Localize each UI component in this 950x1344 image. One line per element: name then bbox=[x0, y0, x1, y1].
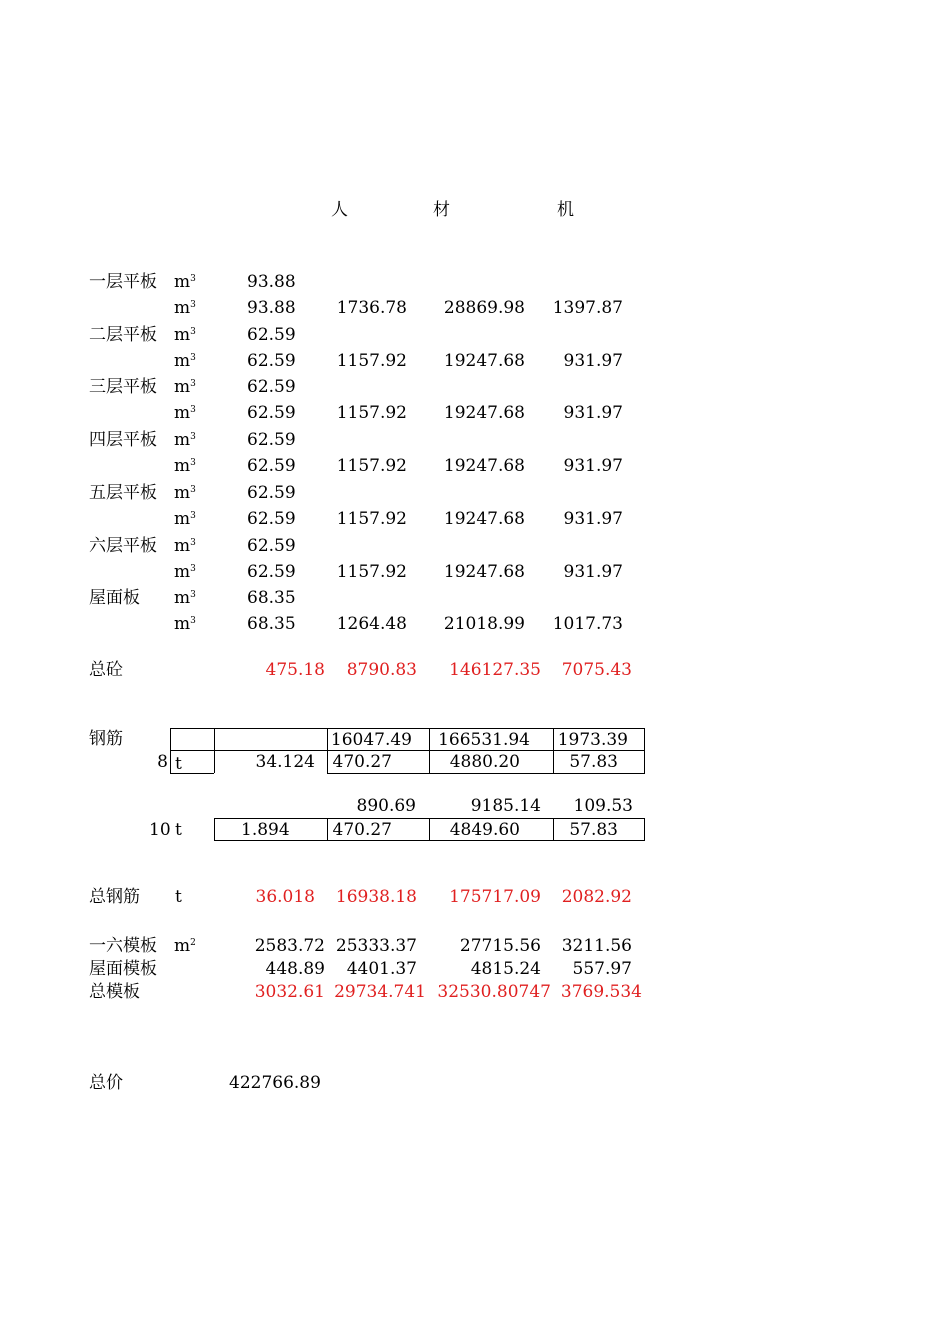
slab-machine: 931.97 bbox=[563, 509, 623, 529]
slab-material: 19247.68 bbox=[443, 509, 525, 529]
rebar-10-labor-unit: 470.27 bbox=[332, 820, 392, 840]
slab-material: 28869.98 bbox=[443, 298, 525, 318]
slab-qty-detail: 62.59 bbox=[247, 562, 296, 582]
formwork-total-label: 总模板 bbox=[89, 982, 140, 1002]
formwork-total-qty: 3032.61 bbox=[254, 982, 325, 1002]
formwork-1-6-qty: 2583.72 bbox=[254, 936, 325, 956]
formwork-roof-qty: 448.89 bbox=[265, 959, 325, 979]
rebar-10-machine-total: 109.53 bbox=[573, 796, 633, 816]
rebar-10-unit: t bbox=[175, 820, 182, 840]
rebar-8-machine-total: 1973.39 bbox=[557, 730, 628, 750]
slab-qty: 62.59 bbox=[247, 536, 296, 556]
concrete-total-labor: 8790.83 bbox=[346, 660, 417, 680]
slab-qty-detail: 62.59 bbox=[247, 456, 296, 476]
rebar-8-labor-unit: 470.27 bbox=[332, 752, 392, 772]
slab-qty: 62.59 bbox=[247, 483, 296, 503]
header-machine: 机 bbox=[557, 200, 574, 220]
slab-unit: $m^3$ bbox=[174, 351, 196, 371]
rebar-total-material: 175717.09 bbox=[449, 887, 541, 907]
slab-qty-detail: 62.59 bbox=[247, 403, 296, 423]
slab-material: 19247.68 bbox=[443, 403, 525, 423]
rebar-10-machine-unit: 57.83 bbox=[569, 820, 618, 840]
rebar-10-material-unit: 4849.60 bbox=[449, 820, 520, 840]
slab-material: 19247.68 bbox=[443, 351, 525, 371]
concrete-total-qty: 475.18 bbox=[265, 660, 325, 680]
rebar-total-unit: t bbox=[175, 887, 182, 907]
slab-name: 一层平板 bbox=[89, 272, 157, 292]
formwork-unit: $m^2$ bbox=[174, 936, 196, 956]
slab-qty-detail: 93.88 bbox=[247, 298, 296, 318]
slab-name: 二层平板 bbox=[89, 325, 157, 345]
formwork-1-6-machine: 3211.56 bbox=[561, 936, 632, 956]
rebar-total-qty: 36.018 bbox=[255, 887, 315, 907]
slab-qty-detail: 62.59 bbox=[247, 351, 296, 371]
rebar-8-diameter: 8 bbox=[157, 752, 168, 772]
slab-labor: 1157.92 bbox=[336, 351, 407, 371]
formwork-roof-material: 4815.24 bbox=[470, 959, 541, 979]
slab-material: 21018.99 bbox=[443, 614, 525, 634]
slab-qty-detail: 62.59 bbox=[247, 509, 296, 529]
rebar-total-label: 总钢筋 bbox=[89, 887, 140, 907]
slab-name: 三层平板 bbox=[89, 377, 157, 397]
slab-machine: 1017.73 bbox=[552, 614, 623, 634]
slab-name: 屋面板 bbox=[89, 588, 140, 608]
slab-labor: 1736.78 bbox=[336, 298, 407, 318]
slab-unit: $m^3$ bbox=[174, 430, 196, 450]
slab-labor: 1157.92 bbox=[336, 509, 407, 529]
slab-unit: $m^3$ bbox=[174, 456, 196, 476]
slab-unit: $m^3$ bbox=[174, 588, 196, 608]
slab-labor: 1264.48 bbox=[336, 614, 407, 634]
slab-machine: 931.97 bbox=[563, 351, 623, 371]
slab-machine: 931.97 bbox=[563, 456, 623, 476]
rebar-8-machine-unit: 57.83 bbox=[569, 752, 618, 772]
slab-material: 19247.68 bbox=[443, 562, 525, 582]
slab-qty: 93.88 bbox=[247, 272, 296, 292]
slab-name: 六层平板 bbox=[89, 536, 157, 556]
slab-qty-detail: 68.35 bbox=[247, 614, 296, 634]
concrete-total-machine: 7075.43 bbox=[561, 660, 632, 680]
concrete-total-material: 146127.35 bbox=[449, 660, 541, 680]
slab-unit: $m^3$ bbox=[174, 403, 196, 423]
slab-material: 19247.68 bbox=[443, 456, 525, 476]
formwork-roof-labor: 4401.37 bbox=[346, 959, 417, 979]
rebar-8-qty: 34.124 bbox=[255, 752, 315, 772]
slab-unit: $m^3$ bbox=[174, 377, 196, 397]
slab-machine: 931.97 bbox=[563, 403, 623, 423]
slab-unit: $m^3$ bbox=[174, 509, 196, 529]
rebar-total-labor: 16938.18 bbox=[335, 887, 417, 907]
rebar-8-labor-total: 16047.49 bbox=[330, 730, 412, 750]
rebar-8-material-total: 166531.94 bbox=[438, 730, 530, 750]
header-labor: 人 bbox=[331, 200, 348, 220]
slab-name: 四层平板 bbox=[89, 430, 157, 450]
slab-labor: 1157.92 bbox=[336, 456, 407, 476]
slab-unit: $m^3$ bbox=[174, 325, 196, 345]
slab-name: 五层平板 bbox=[89, 483, 157, 503]
slab-unit: $m^3$ bbox=[174, 536, 196, 556]
grand-total-value: 422766.89 bbox=[229, 1073, 321, 1093]
rebar-total-machine: 2082.92 bbox=[561, 887, 632, 907]
slab-qty: 62.59 bbox=[247, 377, 296, 397]
concrete-total-label: 总砼 bbox=[89, 660, 123, 680]
slab-labor: 1157.92 bbox=[336, 403, 407, 423]
rebar-label: 钢筋 bbox=[89, 729, 123, 749]
rebar-10-qty: 1.894 bbox=[241, 820, 290, 840]
slab-qty: 62.59 bbox=[247, 325, 296, 345]
slab-qty: 68.35 bbox=[247, 588, 296, 608]
rebar-8-material-unit: 4880.20 bbox=[449, 752, 520, 772]
slab-machine: 1397.87 bbox=[552, 298, 623, 318]
slab-labor: 1157.92 bbox=[336, 562, 407, 582]
slab-machine: 931.97 bbox=[563, 562, 623, 582]
slab-unit: $m^3$ bbox=[174, 562, 196, 582]
rebar-10-labor-total: 890.69 bbox=[356, 796, 416, 816]
formwork-roof-label: 屋面模板 bbox=[89, 959, 157, 979]
formwork-total-labor: 29734.741 bbox=[334, 982, 426, 1002]
slab-unit: $m^3$ bbox=[174, 272, 196, 292]
grand-total-label: 总价 bbox=[89, 1073, 123, 1093]
formwork-total-material: 32530.80747 bbox=[437, 982, 551, 1002]
rebar-10-material-total: 9185.14 bbox=[470, 796, 541, 816]
formwork-1-6-label: 一六模板 bbox=[89, 936, 157, 956]
rebar-10-diameter: 10 bbox=[149, 820, 171, 840]
slab-unit: $m^3$ bbox=[174, 614, 196, 634]
slab-unit: $m^3$ bbox=[174, 298, 196, 318]
slab-unit: $m^3$ bbox=[174, 483, 196, 503]
formwork-total-machine: 3769.534 bbox=[560, 982, 642, 1002]
rebar-8-unit: t bbox=[175, 754, 182, 774]
slab-qty: 62.59 bbox=[247, 430, 296, 450]
formwork-roof-machine: 557.97 bbox=[572, 959, 632, 979]
header-material: 材 bbox=[433, 200, 450, 220]
formwork-1-6-material: 27715.56 bbox=[459, 936, 541, 956]
formwork-1-6-labor: 25333.37 bbox=[335, 936, 417, 956]
